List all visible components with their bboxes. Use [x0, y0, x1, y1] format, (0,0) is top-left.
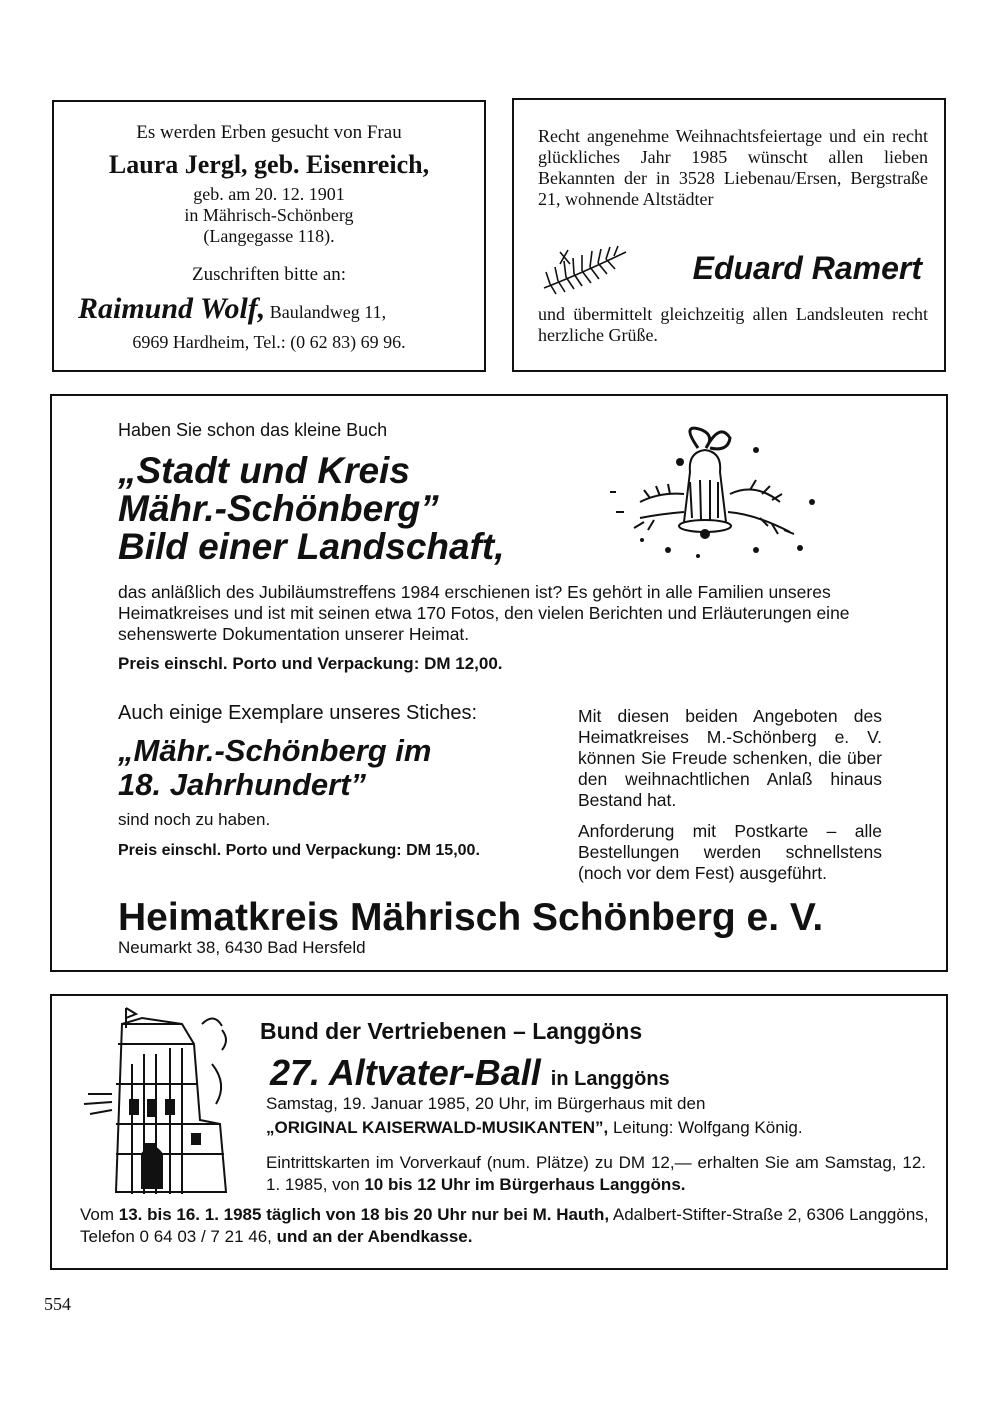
ball-presale-boxoffice: und an der Abendkasse.	[276, 1227, 473, 1246]
altvater-tower-icon	[82, 1004, 242, 1200]
ball-date: Samstag, 19. Januar 1985, 20 Uhr, im Bürgerhaus mit den	[266, 1094, 706, 1113]
book-title	[118, 452, 505, 566]
page-number: 554	[44, 1294, 71, 1314]
greeting-text: Recht angenehme Weihnachtsfeiertage und ein recht glückliches Jahr 1985 wünscht allen lieben Bekannten der in 3528 Liebenau/Ersen, Bergstraße 21, wohnende Altstädter	[538, 126, 928, 209]
book-price: Preis einschl. Porto und Verpackung: DM 12,00.	[118, 654, 503, 673]
ball-presale-dates: 13. bis 16. 1. 1985 täglich von 18 bis 20 Uhr nur bei M. Hauth,	[118, 1205, 610, 1224]
print-price: Preis einschl. Porto und Verpackung: DM 15,00.	[118, 842, 480, 859]
book-ad	[50, 394, 948, 972]
ball-presale-a: Vom	[80, 1205, 119, 1224]
heirs-contact	[78, 292, 478, 326]
ball-presale-address: Adalbert-Stifter-Straße 2, 6306 Langgöns, Telefon 0 64 03 / 7 21 46,	[80, 1205, 929, 1246]
ball-tickets-time: 10 bis 12 Uhr im Bürgerhaus Langgöns.	[364, 1175, 686, 1194]
greeting-sender-name: Eduard Ramert	[692, 250, 922, 286]
ball-tickets	[266, 1152, 926, 1196]
heirs-contact-city: 6969 Hardheim, Tel.: (0 62 83) 69 96.	[132, 332, 406, 352]
ball-ad	[50, 994, 948, 1270]
fir-branch-icon	[540, 244, 630, 296]
ball-event-place: in Langgöns	[550, 1068, 670, 1090]
book-title-line3: Bild einer Landschaft,	[118, 526, 505, 567]
ball-band	[266, 1118, 803, 1138]
book-question: Haben Sie schon das kleine Buch	[118, 420, 388, 440]
heirs-street: (Langegasse 118).	[203, 226, 335, 246]
book-title-line2: Mähr.-Schönberg”	[118, 488, 439, 529]
ball-organizer: Bund der Vertriebenen – Langgöns	[260, 1018, 643, 1044]
christmas-bell-icon	[580, 422, 830, 562]
print-title-line2: 18. Jahrhundert”	[118, 767, 367, 802]
ball-event-name: 27. Altvater-Ball	[270, 1052, 541, 1093]
heirs-search-ad	[52, 100, 486, 372]
heirs-intro: Es werden Erben gesucht von Frau	[136, 122, 402, 143]
ball-band-leader: Leitung: Wolfgang König.	[612, 1118, 803, 1137]
book-title-line1: „Stadt und Kreis	[118, 450, 410, 491]
organization-address: Neumarkt 38, 6430 Bad Hersfeld	[118, 938, 366, 957]
book-description: das anläßlich des Jubiläumstreffens 1984 erschienen ist? Es gehört in alle Familien unseres Heimatkreises und ist mit seinen etwa 170 Fotos, den vielen Berichten und Erläuterungen eine sehenswerte Dokumentation unserer Heimat.	[118, 582, 850, 644]
heirs-person-name: Laura Jergl, geb. Eisenreich,	[108, 150, 430, 179]
greeting-ad	[512, 98, 946, 372]
heirs-contact-name: Raimund Wolf,	[78, 292, 266, 325]
offer-note-2: Anforderung mit Postkarte – alle Bestellungen werden schnellstens (noch vor dem Fest) ausgeführt.	[578, 821, 882, 883]
ball-band-name: „ORIGINAL KAISERWALD-MUSIKANTEN”,	[266, 1118, 609, 1137]
heirs-place: in Mährisch-Schönberg	[184, 205, 354, 225]
greeting-text-2: und übermittelt gleichzeitig allen Landsleuten recht herzliche Grüße.	[538, 304, 928, 345]
print-intro: Auch einige Exemplare unseres Stiches:	[118, 702, 478, 724]
heirs-contact-intro: Zuschriften bitte an:	[191, 264, 347, 285]
print-title-line1: „Mähr.-Schönberg im	[118, 733, 432, 768]
ball-tickets-text: Eintrittskarten im Vorverkauf (num. Plätze) zu DM 12,— erhalten Sie am Samstag, 12. 1. 1985, von	[266, 1153, 926, 1194]
print-availability: sind noch zu haben.	[118, 810, 271, 829]
offer-note	[578, 706, 882, 884]
heirs-born: geb. am 20. 12. 1901	[193, 184, 345, 204]
organization-name: Heimatkreis Mährisch Schönberg e. V.	[118, 896, 824, 939]
print-title	[118, 734, 431, 802]
heirs-person-details	[54, 184, 484, 247]
heirs-contact-street: Baulandweg 11,	[269, 302, 387, 322]
ball-presale	[80, 1204, 930, 1248]
ball-title	[270, 1052, 670, 1094]
offer-note-1: Mit diesen beiden Angeboten des Heimatkreises M.-Schönberg e. V. können Sie Freude schenken, die über den weihnachtlichen Anlaß hinaus Bestand hat.	[578, 706, 882, 810]
